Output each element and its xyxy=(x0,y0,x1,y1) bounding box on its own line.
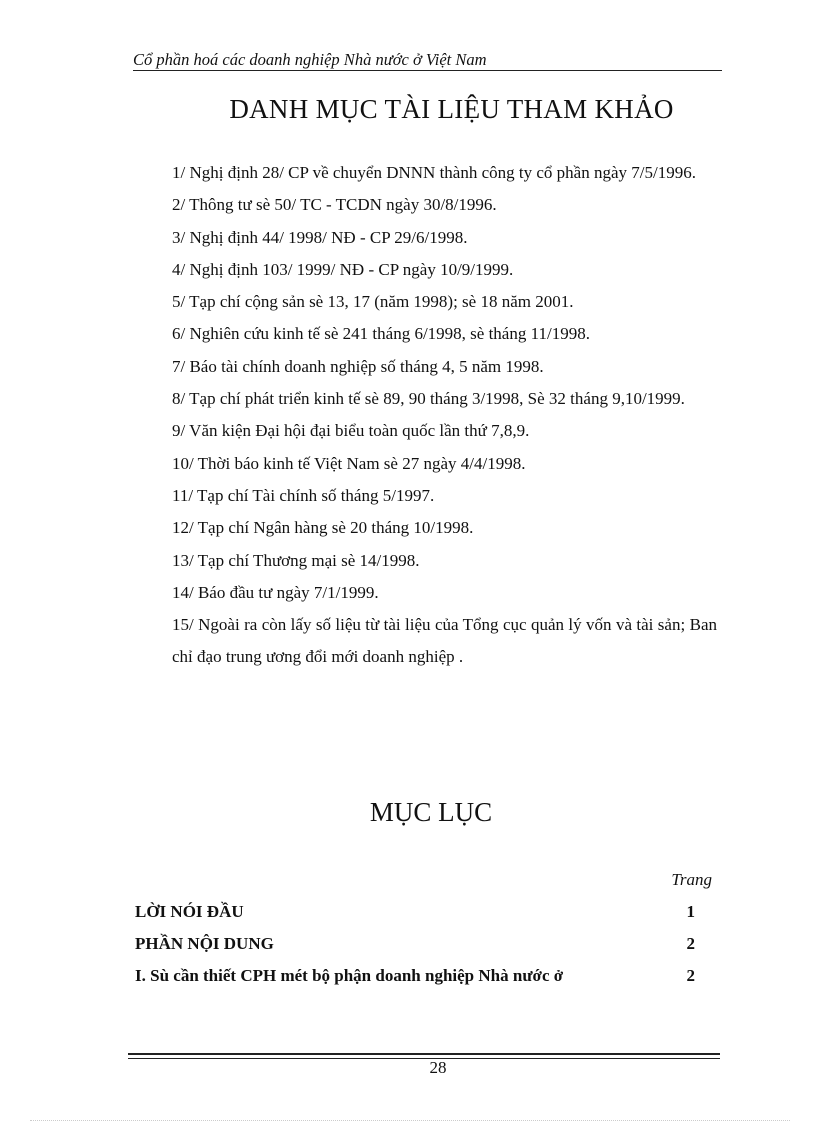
reference-item: 15/ Ngoài ra còn lấy số liệu từ tài liệu của Tổng cục quản lý vốn và tài sản; Ban chỉ đạo trung ương đổi mới doanh nghiệp . xyxy=(172,615,717,667)
toc-entry-page: 2 xyxy=(686,966,695,985)
toc-entry[interactable] xyxy=(135,964,695,996)
page-edge-divider xyxy=(30,1120,790,1121)
toc-entry[interactable] xyxy=(135,932,695,964)
reference-item: 5/ Tạp chí cộng sản sè 13, 17 (năm 1998); sè 18 năm 2001. xyxy=(172,292,574,312)
toc-entry-label: PHẦN NỘI DUNG xyxy=(135,934,274,953)
toc-entry-label: I. Sù cần thiết CPH mét bộ phận doanh nghiệp Nhà nước ở xyxy=(135,966,564,985)
toc-list xyxy=(135,900,695,996)
references-title: DANH MỤC TÀI LIỆU THAM KHẢO xyxy=(229,94,674,124)
toc-entry-label: LỜI NÓI ĐẦU xyxy=(135,902,244,921)
reference-item: 1/ Nghị định 28/ CP về chuyển DNNN thành công ty cổ phần ngày 7/5/1996. xyxy=(172,163,696,182)
reference-item: 10/ Thời báo kinh tế Việt Nam sè 27 ngày 4/4/1998. xyxy=(172,453,526,473)
running-header: Cổ phần hoá các doanh nghiệp Nhà nước ở Việt Nam xyxy=(133,50,722,71)
reference-item: 7/ Báo tài chính doanh nghiệp số tháng 4, 5 năm 1998. xyxy=(172,356,544,376)
toc-page-column-label: Trang xyxy=(671,870,712,889)
toc-entry[interactable] xyxy=(135,900,695,932)
toc-title: MỤC LỤC xyxy=(369,797,493,827)
reference-item: 9/ Văn kiện Đại hội đại biểu toàn quốc lần thứ 7,8,9. xyxy=(172,421,530,441)
reference-item: 2/ Thông tư sè 50/ TC - TCDN ngày 30/8/1996. xyxy=(172,195,497,215)
reference-item: 8/ Tạp chí phát triển kinh tế sè 89, 90 tháng 3/1998, Sè 32 tháng 9,10/1999. xyxy=(172,389,685,409)
reference-item: 14/ Báo đầu tư ngày 7/1/1999. xyxy=(172,582,379,602)
reference-item: 4/ Nghị định 103/ 1999/ NĐ - CP ngày 10/9/1999. xyxy=(172,259,514,279)
page-number: 28 xyxy=(429,1058,447,1077)
toc-entry-page: 1 xyxy=(686,902,695,921)
reference-item: 13/ Tạp chí Thương mại sè 14/1998. xyxy=(172,550,420,570)
reference-list xyxy=(172,157,717,674)
toc-entry-page: 2 xyxy=(686,934,695,953)
reference-item: 3/ Nghị định 44/ 1998/ NĐ - CP 29/6/1998. xyxy=(172,227,468,247)
reference-item: 12/ Tạp chí Ngân hàng sè 20 tháng 10/1998. xyxy=(172,518,474,538)
reference-item: 11/ Tạp chí Tài chính số tháng 5/1997. xyxy=(172,485,435,505)
reference-item: 6/ Nghiên cứu kinh tế sè 241 tháng 6/1998, sè tháng 11/1998. xyxy=(172,324,590,344)
